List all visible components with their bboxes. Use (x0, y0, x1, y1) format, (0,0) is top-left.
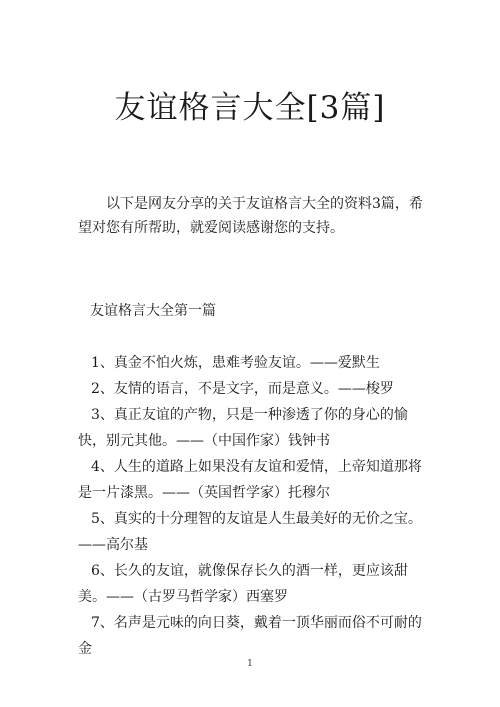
page-number: 1 (247, 659, 253, 669)
quote-item: 2、友情的语言，不是文字，而是意义。——梭罗 (91, 381, 394, 397)
quote-item: 4、人生的道路上如果没有友谊和爱情，上帝知道那将是一片漆黑。——（英国哲学家）托穆尔 (78, 459, 422, 501)
document-title: 友谊格言大全[3篇] (114, 90, 386, 126)
section-heading: 友谊格言大全第一篇 (90, 303, 216, 319)
intro-paragraph: 以下是网友分享的关于友谊格言大全的资料3篇，希望对您有所帮助，就爱阅读感谢您的支持。 (78, 196, 423, 236)
quote-item: 1、真金不怕火炼，患难考验友谊。——爱默生 (91, 355, 380, 371)
quote-item: 3、真正友谊的产物，只是一种渗透了你的身心的愉快，别元其他。——（中国作家）钱钟书 (78, 407, 408, 449)
quote-item: 7、名声是元味的向日葵，戴着一顶华丽而俗不可耐的金 (78, 615, 422, 657)
quote-item: 6、长久的友谊，就像保存长久的酒一样，更应该甜美。——（古罗马哲学家）西塞罗 (78, 563, 408, 605)
quote-item: 5、真实的十分理智的友谊是人生最美好的无价之宝。——高尔基 (78, 511, 422, 553)
quote-list (78, 350, 428, 662)
